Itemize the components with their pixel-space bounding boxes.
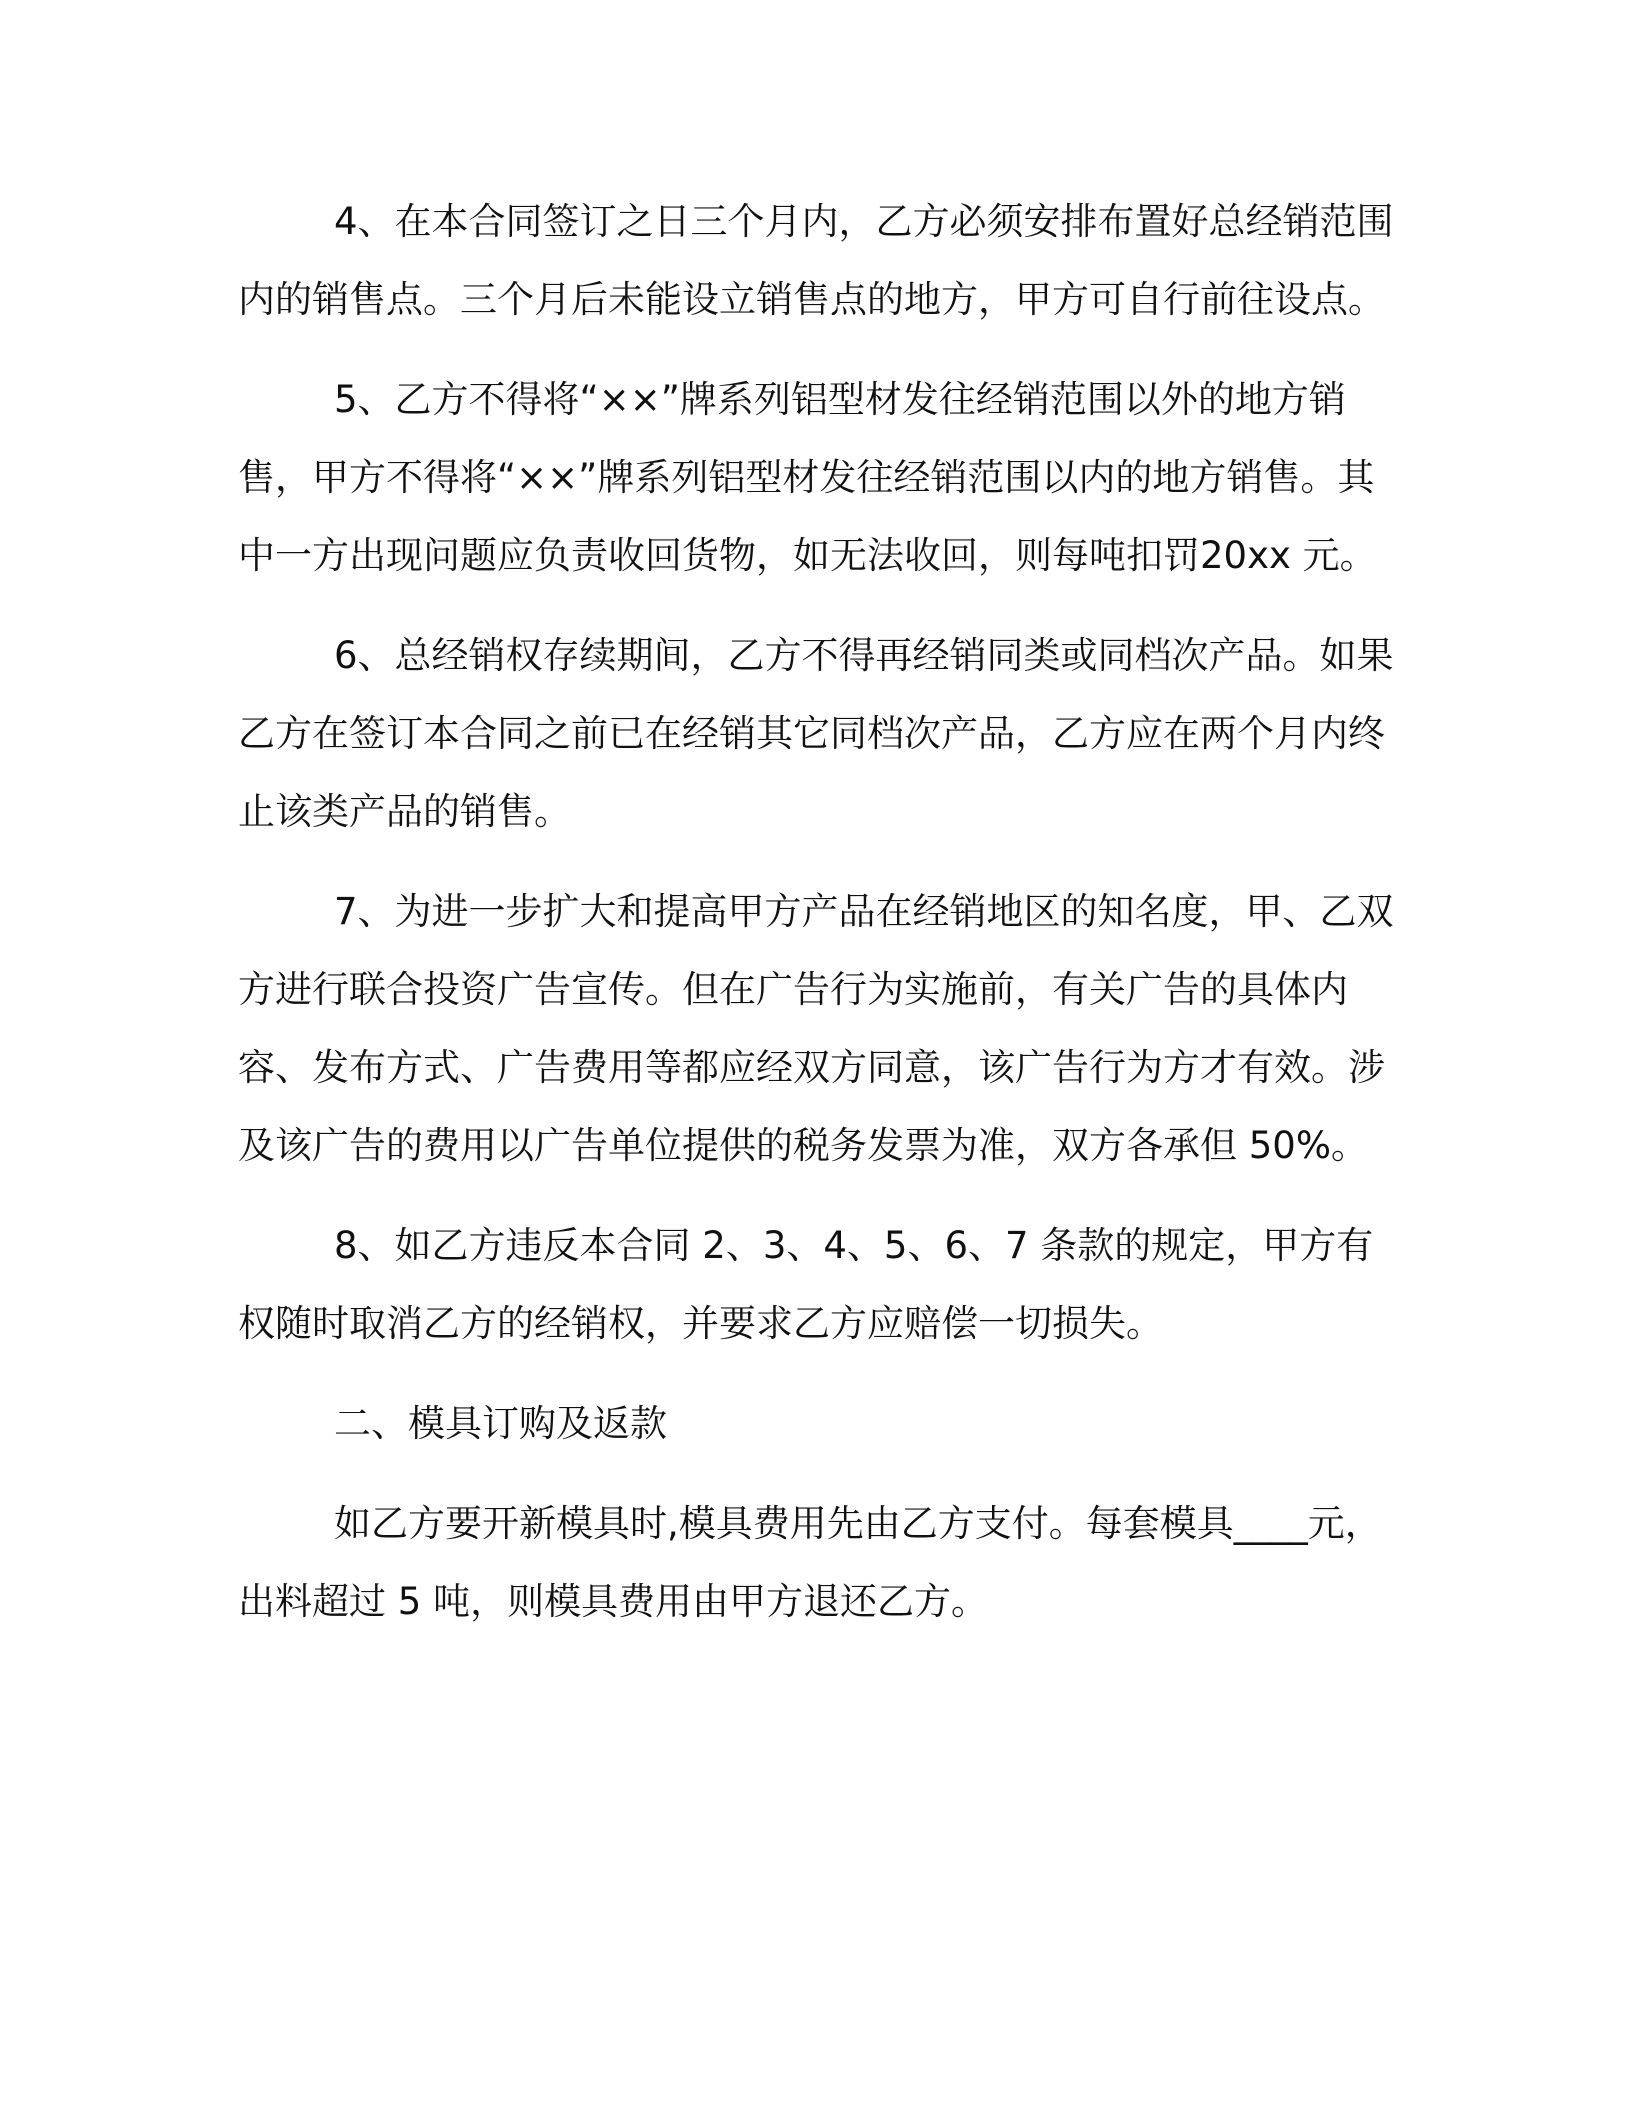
document-body	[238, 183, 1398, 1641]
section-heading: 二、模具订购及返款	[334, 1402, 667, 1445]
clause-6-paragraph: 6、总经销权存续期间，乙方不得再经销同类或同档次产品。如果乙方在签订本合同之前已在经销其它同档次产品，乙方应在两个月内终止该类产品的销售。	[238, 634, 1394, 833]
clause-8-paragraph: 8、如乙方违反本合同 2、3、4、5、6、7 条款的规定，甲方有权随时取消乙方的经销权，并要求乙方应赔偿一切损失。	[238, 1224, 1374, 1345]
clause-7-paragraph: 7、为进一步扩大和提高甲方产品在经销地区的知名度，甲、乙双方进行联合投资广告宣传。但在广告行为实施前，有关广告的具体内容、发布方式、广告费用等都应经双方同意，该广告行为方才有效。涉及该广告的费用以广告单位提供的税务发票为准，双方各承但 50%。	[238, 890, 1394, 1167]
clause-5-paragraph: 5、乙方不得将“××”牌系列铝型材发往经销范围以外的地方销售，甲方不得将“××”牌系列铝型材发往经销范围以内的地方销售。其中一方出现问题应负责收回货物，如无法收回，则每吨扣罚20xx 元。	[238, 378, 1377, 577]
mold-refund-paragraph: 如乙方要开新模具时,模具费用先由乙方支付。每套模具____元，出料超过 5 吨，则模具费用由甲方退还乙方。	[238, 1502, 1382, 1623]
clause-4-paragraph: 4、在本合同签订之日三个月内，乙方必须安排布置好总经销范围内的销售点。三个月后未能设立销售点的地方，甲方可自行前往设点。	[238, 200, 1394, 321]
